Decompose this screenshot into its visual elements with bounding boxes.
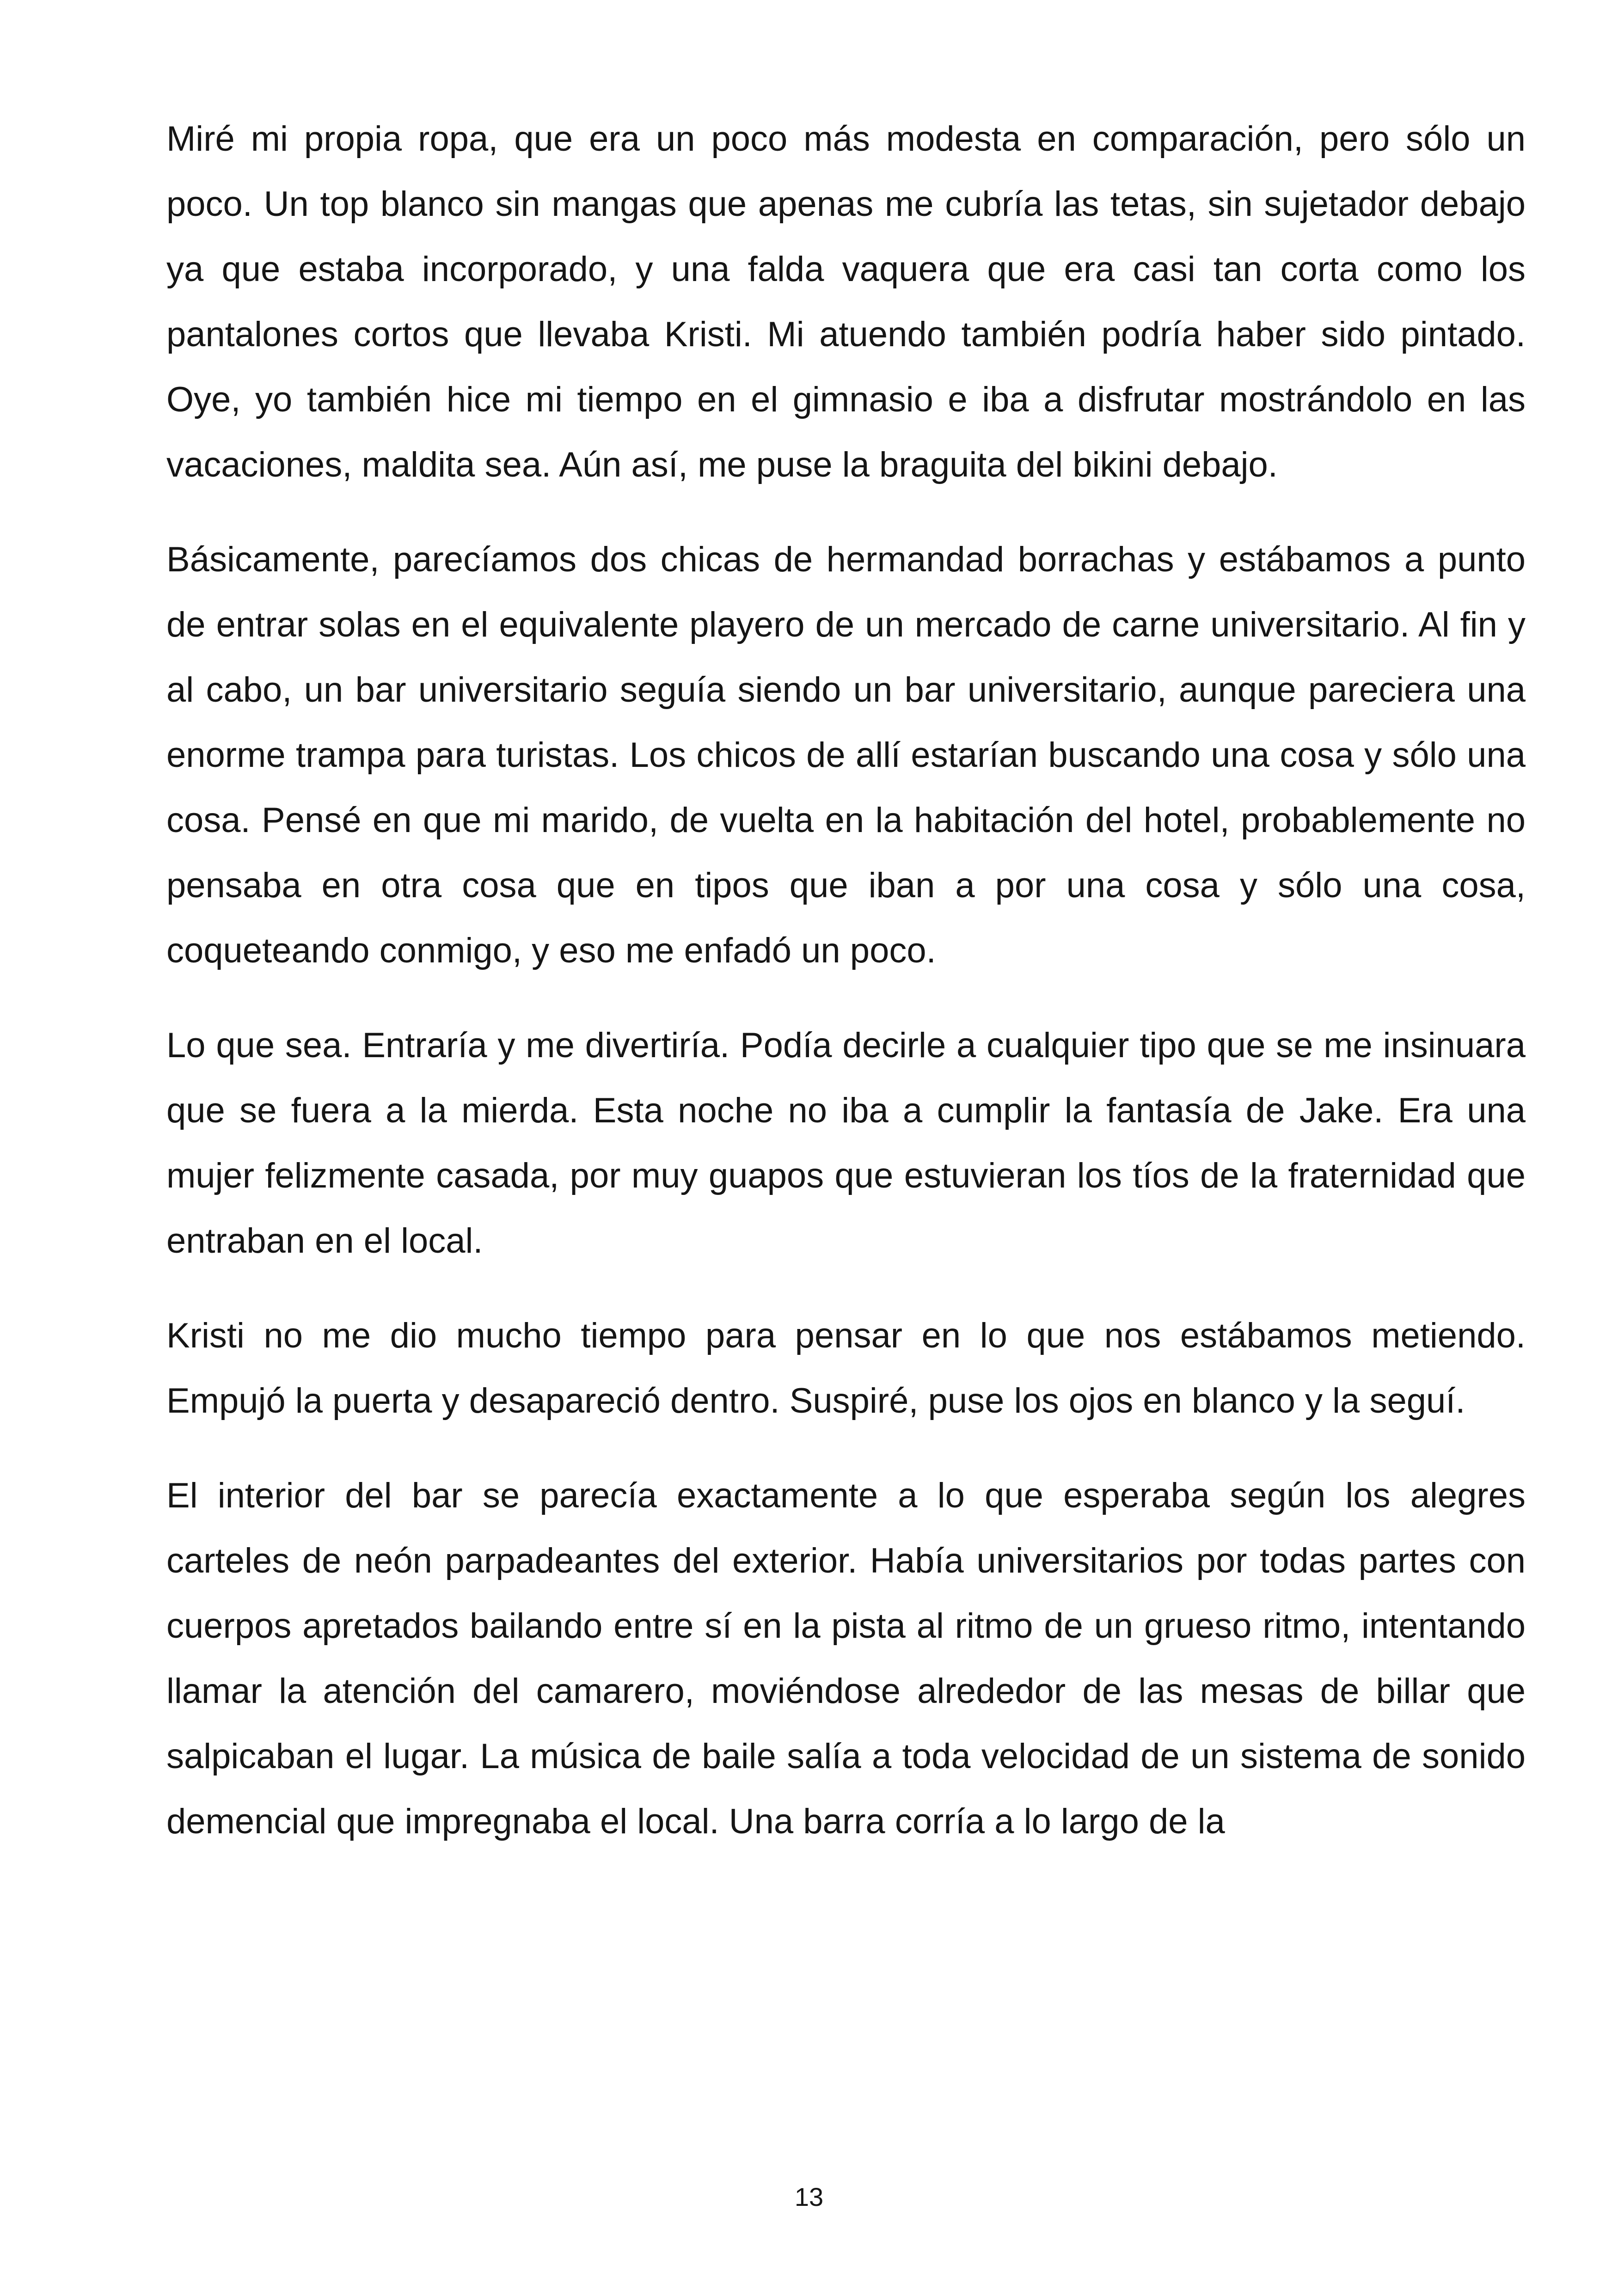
page-number: 13 — [794, 2182, 824, 2211]
paragraph: Kristi no me dio mucho tiempo para pensar en lo que nos estábamos metiendo. Empujó la puerta y desapareció dentro. Suspiré, puse los ojos en blanco y la seguí. — [166, 1316, 1526, 1420]
paragraph: Lo que sea. Entraría y me divertiría. Podía decirle a cualquier tipo que se me insinuara que se fuera a la mierda. Esta noche no iba a cumplir la fantasía de Jake. Era una mujer felizmente casada, por muy guapos que estuvieran los tíos de la fraternidad que entraban en el local. — [166, 1026, 1526, 1261]
paragraph: Miré mi propia ropa, que era un poco más modesta en comparación, pero sólo un poco. Un top blanco sin mangas que apenas me cubría las tetas, sin sujetador debajo ya que estaba incorporado, y una falda vaquera que era casi tan corta como los pantalones cortos que llevaba Kristi. Mi atuendo también podría haber sido pintado. Oye, yo también hice mi tiempo en el gimnasio e iba a disfrutar mostrándolo en las vacaciones, maldita sea. Aún así, me puse la braguita del bikini debajo. — [166, 119, 1526, 484]
paragraph: Básicamente, parecíamos dos chicas de hermandad borrachas y estábamos a punto de entrar solas en el equivalente playero de un mercado de carne universitario. Al fin y al cabo, un bar universitario seguía siendo un bar universitario, aunque pareciera una enorme trampa para turistas. Los chicos de allí estarían buscando una cosa y sólo una cosa. Pensé en que mi marido, de vuelta en la habitación del hotel, probablemente no pensaba en otra cosa que en tipos que iban a por una cosa y sólo una cosa, coqueteando conmigo, y eso me enfadó un poco. — [166, 540, 1526, 970]
body-text — [166, 106, 1526, 1854]
paragraph: El interior del bar se parecía exactamente a lo que esperaba según los alegres carteles de neón parpadeantes del exterior. Había universitarios por todas partes con cuerpos apretados bailando entre sí en la pista al ritmo de un grueso ritmo, intentando llamar la atención del camarero, moviéndose alrededor de las mesas de billar que salpicaban el lugar. La música de baile salía a toda velocidad de un sistema de sonido demencial que impregnaba el local. Una barra corría a lo largo de la — [166, 1476, 1526, 1841]
